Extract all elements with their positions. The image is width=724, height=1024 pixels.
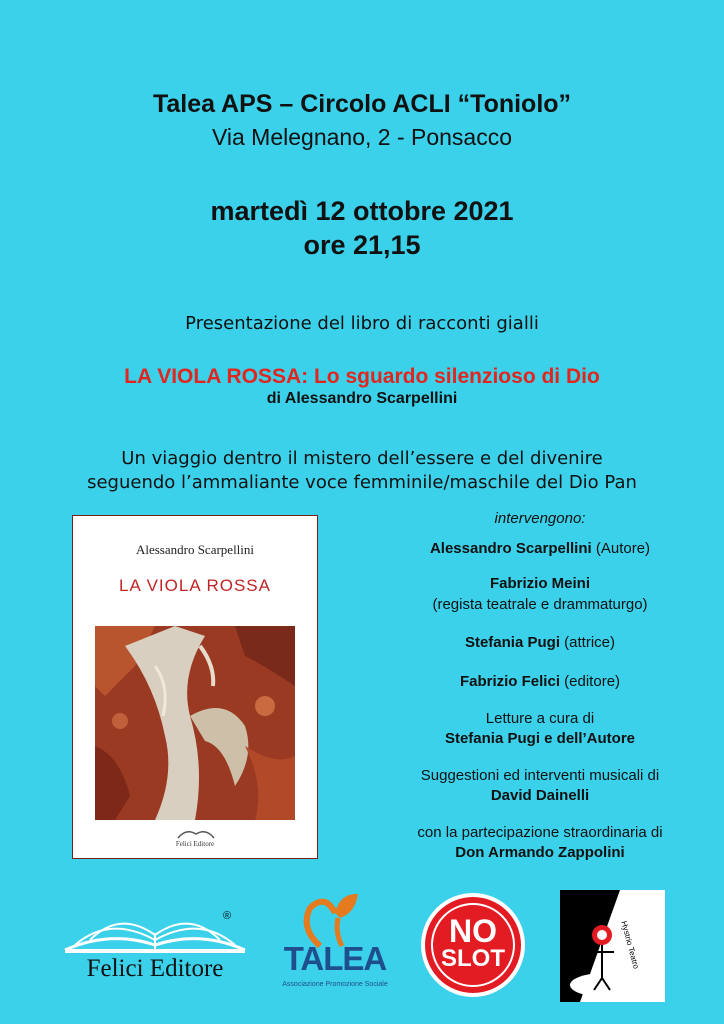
cover-publisher-logo (176, 826, 216, 840)
speaker-1-name: Alessandro Scarpellini (429, 540, 592, 557)
no-slot-text-2: SLOT (441, 945, 505, 972)
talea-subtitle: Associazione Promozione Sociale (282, 981, 388, 988)
cover-author: Alessandro Scarpellini (135, 542, 255, 557)
hystrio-teatro-logo (560, 890, 665, 1002)
registered-mark: ® (223, 910, 232, 922)
book-author: di Alessandro Scarpellini (266, 390, 458, 407)
music-name: David Dainelli (490, 787, 590, 804)
book-intro: Presentazione del libro di racconti gialli (185, 313, 539, 334)
cover-publisher: Felici Editore (175, 840, 215, 848)
no-slot-text-1: NO (449, 913, 497, 949)
readings-names: Stefania Pugi e dell’Autore (444, 730, 636, 747)
talea-text: TALEA (283, 940, 387, 977)
felici-editore-logo (60, 905, 250, 985)
sprout-icon (280, 888, 390, 948)
speaker-4-name: Fabrizio Felici (459, 673, 560, 690)
special-guest-label: con la partecipazione straordinaria di (417, 824, 663, 841)
open-book-icon (60, 905, 250, 955)
readings-label: Letture a cura di (485, 710, 595, 727)
speaker-4-role: (editore) (564, 673, 621, 690)
event-date: martedì 12 ottobre 2021 (210, 196, 514, 226)
speaker-1 (340, 540, 724, 557)
talea-logo (280, 888, 390, 998)
no-slot-logo (421, 893, 525, 997)
book-description-line-2: seguendo l’ammaliante voce femminile/maschile del Dio Pan (87, 472, 637, 493)
book-description-line-1: Un viaggio dentro il mistero dell’essere e del divenire (121, 448, 603, 469)
speaker-1-role: (Autore) (595, 540, 651, 557)
speaker-2-role: (regista teatrale e drammaturgo) (432, 596, 648, 613)
cover-artwork (95, 626, 295, 820)
venue-address: Via Melegnano, 2 - Ponsacco (211, 124, 513, 150)
speakers-heading: intervengono: (494, 510, 586, 527)
book-title: LA VIOLA ROSSA: Lo sguardo silenzioso di Dio (124, 365, 600, 388)
hystrio-teatro-text: Hystrio Teatro (619, 920, 641, 970)
speaker-3-name: Stefania Pugi (464, 634, 560, 651)
event-time: ore 21,15 (303, 230, 421, 260)
speaker-2-name: Fabrizio Meini (489, 575, 590, 592)
music-label: Suggestioni ed interventi musicali di (420, 767, 660, 784)
speaker-3-role: (attrice) (564, 634, 616, 651)
speaker-3 (340, 634, 724, 651)
book-cover (72, 515, 318, 859)
felici-editore-text: Felici Editore (86, 955, 224, 982)
venue-title: Talea APS – Circolo ACLI “Toniolo” (152, 90, 572, 118)
spotlight-figure-icon (560, 890, 665, 1002)
speaker-4 (340, 673, 724, 690)
cover-title: LA VIOLA ROSSA (119, 576, 271, 595)
special-guest-name: Don Armando Zappolini (455, 844, 625, 861)
